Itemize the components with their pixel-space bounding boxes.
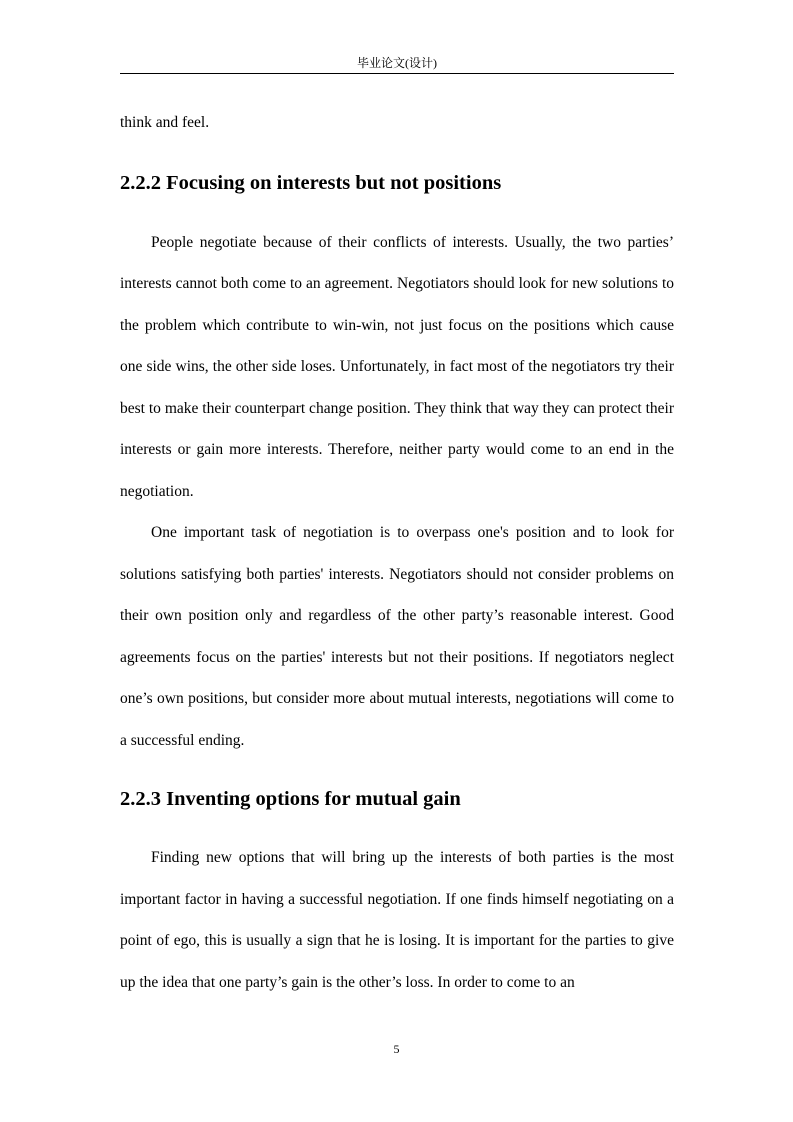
page-number: 5 [393,1042,400,1056]
header-title: 毕业论文(设计) [357,56,437,70]
paragraph: Finding new options that will bring up the interests of both parties is the most important factor in having a successful negotiation. If one finds himself negotiating on a point of ego, this is usually a sign that he is losing. It is important for the parties to give up the idea that one party’s gain is the other’s loss. In order to come to an [120,849,674,991]
paragraph: People negotiate because of their conflicts of interests. Usually, the two parties’ interests cannot both come to an agreement. Negotiators should look for new solutions to the problem which contribute to win-win, not just focus on the positions which cause one side wins, the other side loses. Unfortunately, in fact most of the negotiators try their best to make their counterpart change position. They think that way they can protect their interests or gain more interests. Therefore, neither party would come to an end in the negotiation. [120,233,674,500]
continued-paragraph: think and feel. [120,114,210,131]
paragraph: One important task of negotiation is to overpass one's position and to look for solutions satisfying both parties' interests. Negotiators should not consider problems on their own position only and regardless of the other party’s reasonable interest. Good agreements focus on the parties' interests but not their positions. If negotiators neglect one’s own positions, but consider more about mutual interests, negotiations will come to a successful ending. [120,524,674,749]
section-heading-2-2-2: 2.2.2 Focusing on interests but not positions [120,171,502,194]
page-header [120,56,674,74]
document-body [120,102,674,1003]
section-heading-2-2-3: 2.2.3 Inventing options for mutual gain [120,788,461,810]
